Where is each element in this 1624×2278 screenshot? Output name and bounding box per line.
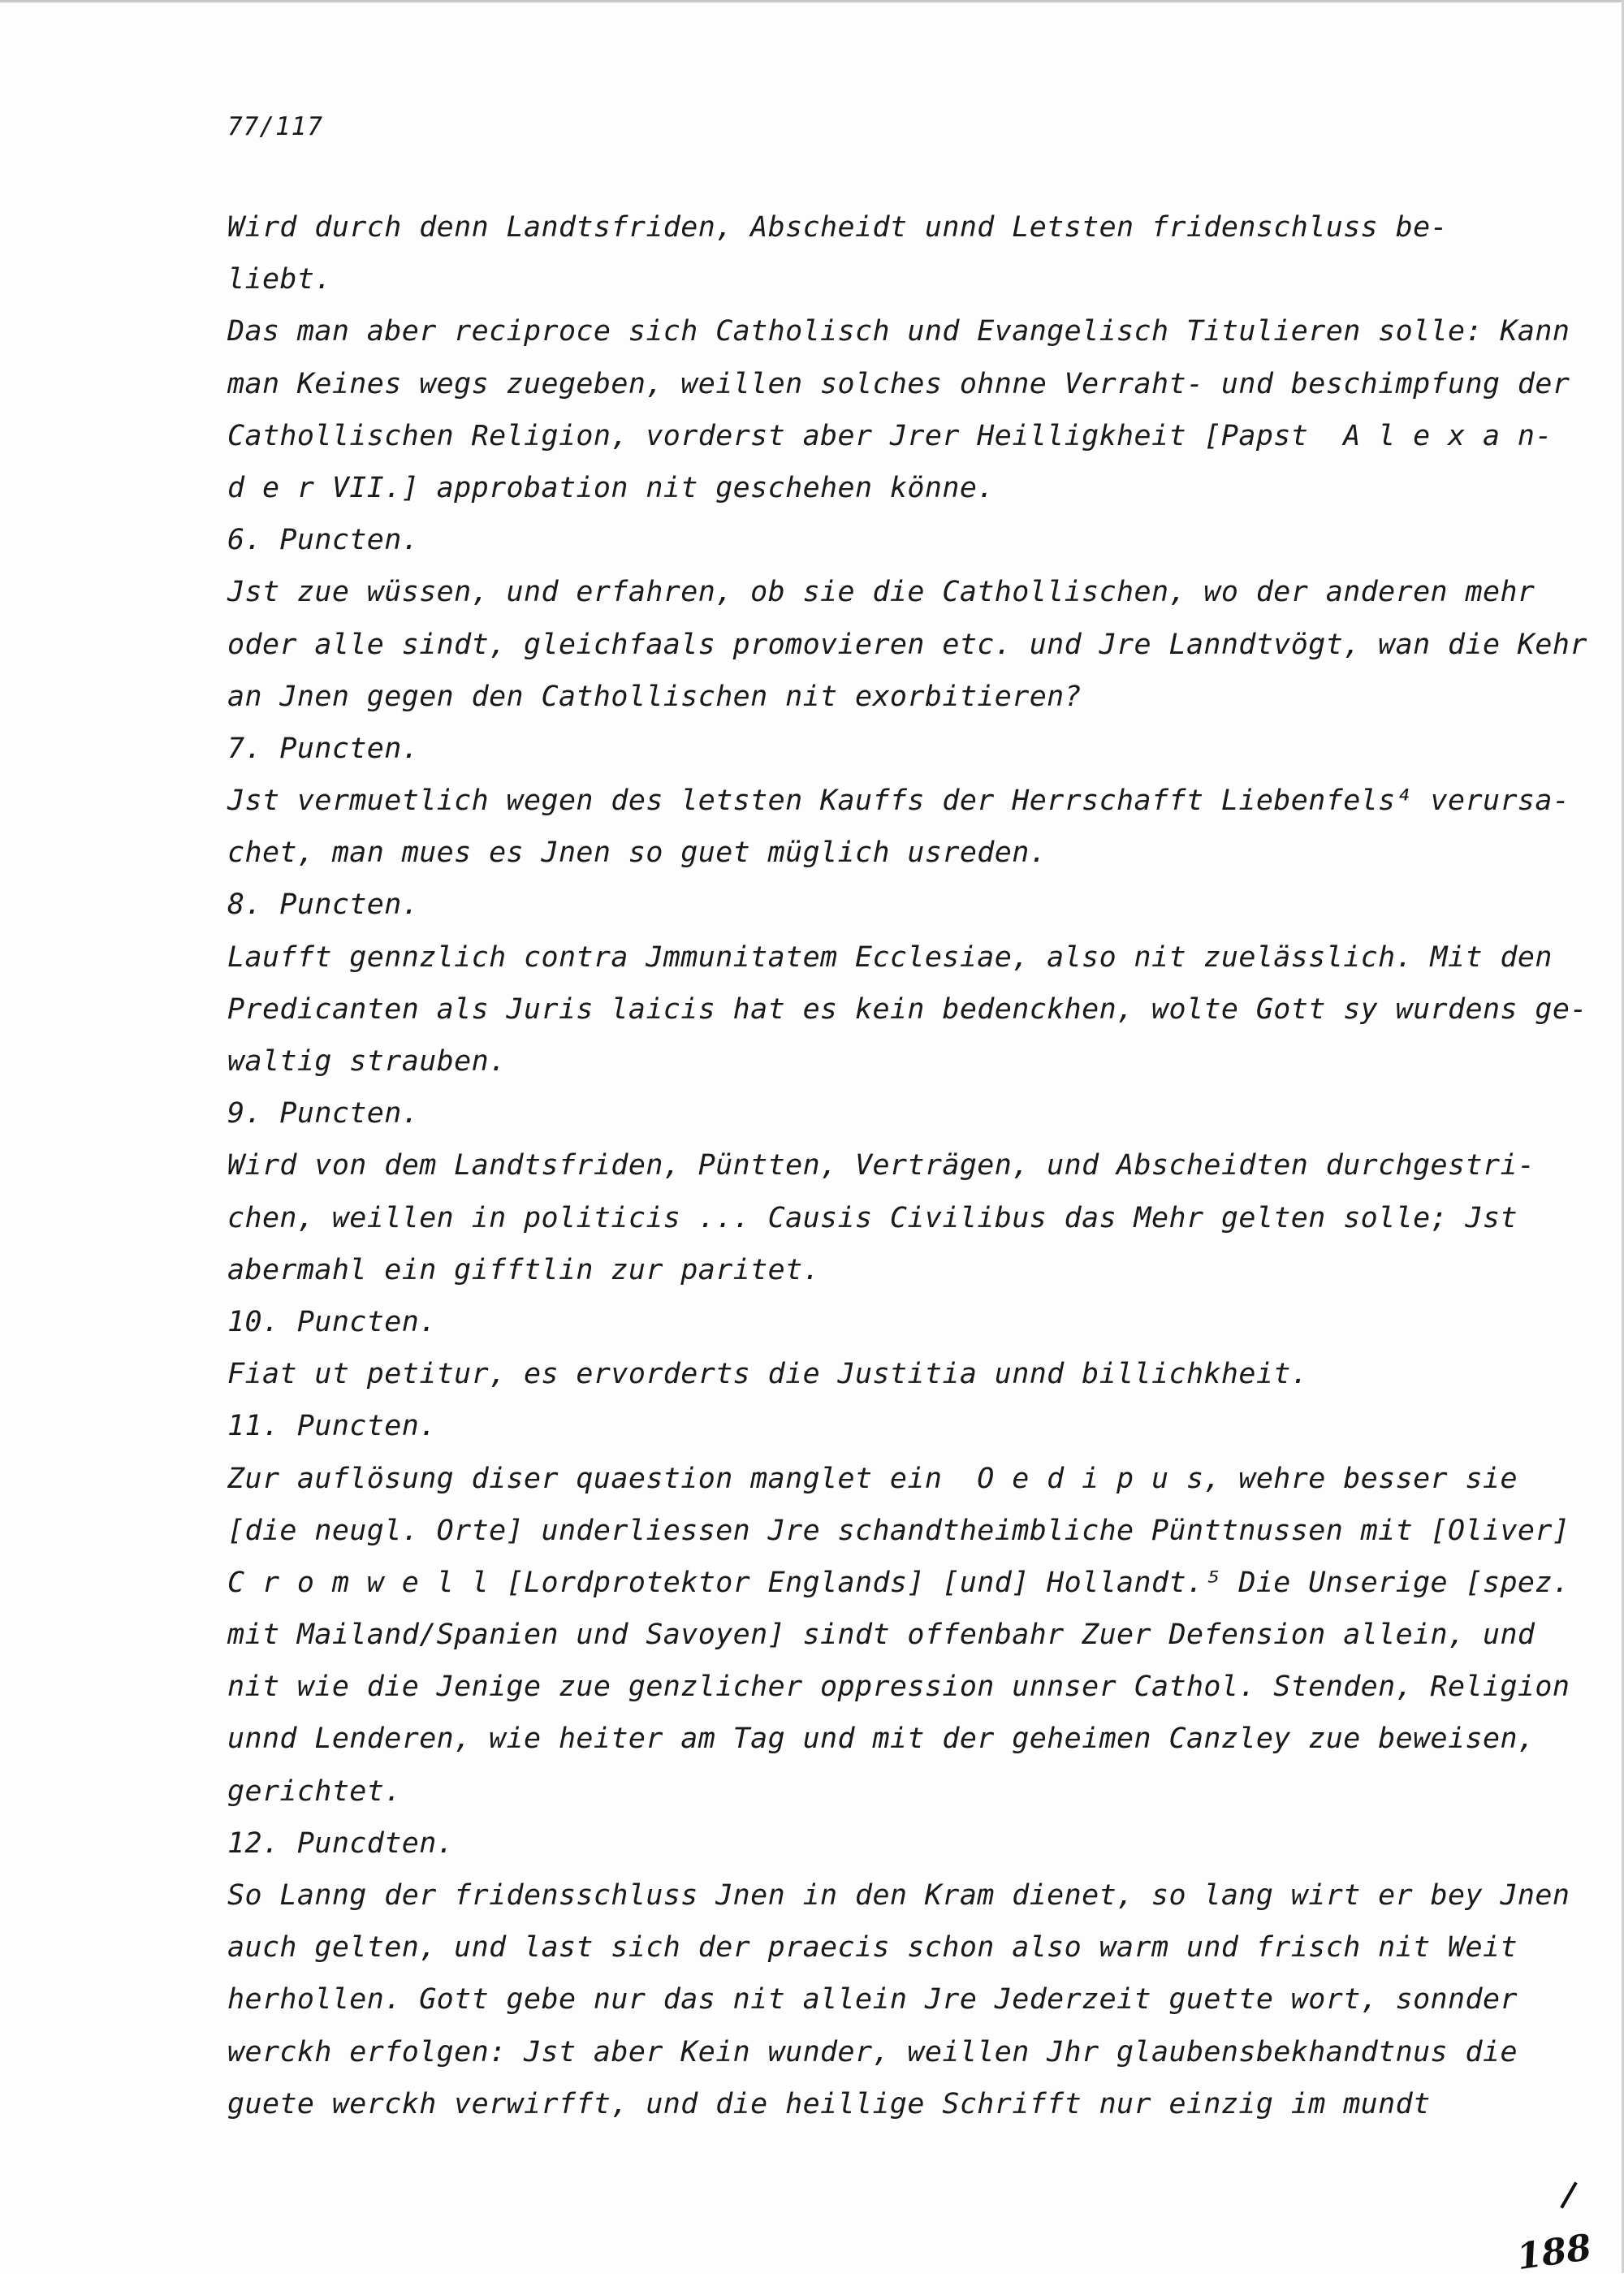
text-line: Predicanten als Juris laicis hat es kein bedenckhen, wolte Gott sy wurdens ge- xyxy=(227,992,1587,1026)
text-line: Fiat ut petitur, es ervorderts die Justitia unnd billichkheit. xyxy=(227,1358,1309,1391)
text-line: 11. Puncten. xyxy=(227,1410,437,1443)
text-line: herhollen. Gott gebe nur das nit allein Jre Jederzeit guette wort, sonnder xyxy=(227,1983,1518,2016)
text-line: d e r VII.] approbation nit geschehen könne. xyxy=(227,471,995,504)
text-line: Zur auflösung diser quaestion manglet ein O e d i p u s, wehre besser sie xyxy=(227,1462,1518,1495)
text-line: chet, man mues es Jnen so guet müglich usreden. xyxy=(227,836,1047,870)
text-line: guete werckh verwirfft, und die heillige Schrifft nur einzig im mundt xyxy=(227,2087,1431,2120)
text-line: Das man aber reciproce sich Catholisch und Evangelisch Titulieren solle: Kann xyxy=(227,315,1570,348)
text-line: Wird von dem Landtsfriden, Püntten, Verträgen, und Abscheidten durchgestri- xyxy=(227,1149,1535,1182)
folio-mark xyxy=(1560,2181,1577,2208)
text-line: Jst vermuetlich wegen des letsten Kauffs der Herrschafft Liebenfels⁴ verursa- xyxy=(227,785,1570,818)
text-line: Jst zue wüssen, und erfahren, ob sie die Cathollischen, wo der anderen mehr xyxy=(227,576,1535,609)
page-reference: 77/117 xyxy=(227,112,323,141)
text-line: 9. Puncten. xyxy=(227,1097,420,1130)
text-line: abermahl ein gifftlin zur paritet. xyxy=(227,1253,821,1286)
text-line: gerichtet. xyxy=(227,1774,402,1808)
text-line: 12. Puncdten. xyxy=(227,1826,455,1860)
text-line: waltig strauben. xyxy=(227,1045,507,1078)
text-line: Cathollischen Religion, vorderst aber Jrer Heilligkheit [Papst A l e x a n- xyxy=(227,419,1553,452)
text-line: Laufft gennzlich contra Jmmunitatem Ecclesiae, also nit zuelässlich. Mit den xyxy=(227,940,1553,974)
text-line: 6. Puncten. xyxy=(227,524,420,557)
text-line: man Keines wegs zuegeben, weillen solches ohnne Verraht- und beschimpfung der xyxy=(227,367,1570,400)
text-line: oder alle sindt, gleichfaals promovieren etc. und Jre Lanndtvögt, wan die Kehr xyxy=(227,628,1587,661)
text-line: 7. Puncten. xyxy=(227,732,420,765)
text-line: 8. Puncten. xyxy=(227,888,420,922)
text-line: liebt. xyxy=(227,263,332,296)
folio-number: 188 xyxy=(1514,2226,1595,2278)
text-line: chen, weillen in politicis ... Causis Civilibus das Mehr gelten solle; Jst xyxy=(227,1201,1518,1234)
text-line: unnd Lenderen, wie heiter am Tag und mit der geheimen Canzley zue beweisen, xyxy=(227,1723,1535,1756)
text-line: C r o m w e l l [Lordprotektor Englands] [und] Hollandt.⁵ Die Unserige [spez. xyxy=(227,1566,1570,1599)
text-line: Wird durch denn Landtsfriden, Abscheidt unnd Letsten fridenschluss be- xyxy=(227,211,1449,244)
text-line: mit Mailand/Spanien und Savoyen] sindt offenbahr Zuer Defension allein, und xyxy=(227,1619,1535,1652)
text-line: So Lanng der fridensschluss Jnen in den Kram dienet, so lang wirt er bey Jnen xyxy=(227,1879,1570,1912)
text-line: nit wie die Jenige zue genzlicher oppression unnser Cathol. Stenden, Religion xyxy=(227,1671,1570,1704)
text-line: [die neugl. Orte] underliessen Jre schandtheimbliche Pünttnussen mit [Oliver] xyxy=(227,1514,1570,1547)
text-line: 10. Puncten. xyxy=(227,1305,437,1338)
top-edge-rule xyxy=(0,0,1624,2)
body-text xyxy=(227,201,1587,2130)
text-line: an Jnen gegen den Cathollischen nit exorbitieren? xyxy=(227,680,1082,713)
text-line: werckh erfolgen: Jst aber Kein wunder, weillen Jhr glaubensbekhandtnus die xyxy=(227,2035,1518,2068)
text-line: auch gelten, und last sich der praecis schon also warm und frisch nit Weit xyxy=(227,1931,1518,1965)
